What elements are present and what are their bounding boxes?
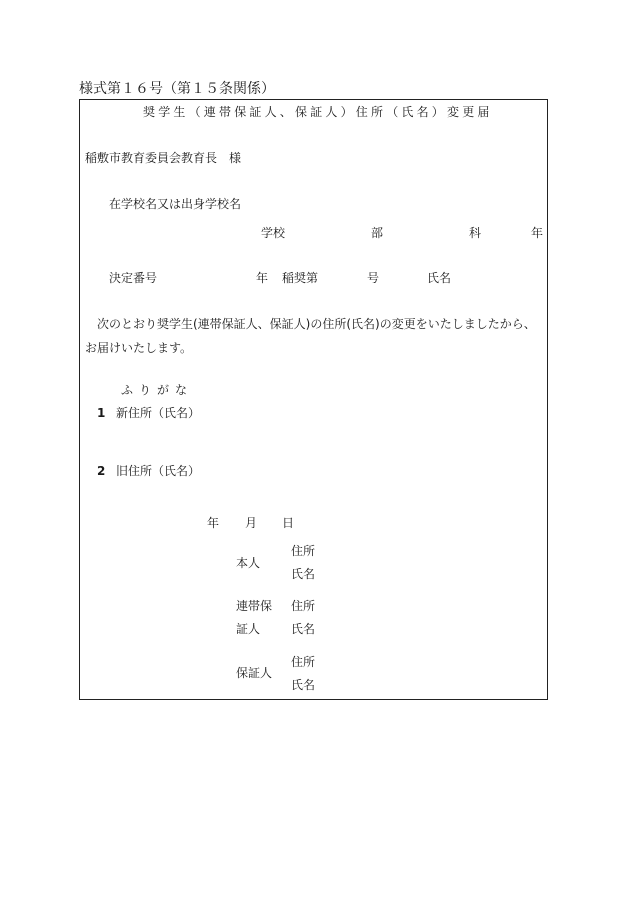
furigana-label: ふりがな: [121, 383, 194, 397]
item-2-label: 旧住所（氏名）: [116, 464, 201, 478]
date-year-label: 年: [207, 516, 220, 530]
self-name-label: 氏名: [291, 567, 316, 581]
decision-number-suffix: 号: [367, 271, 380, 285]
joint-guarantor-address-label: 住所: [291, 599, 316, 613]
decision-year-label: 年: [256, 271, 269, 285]
date-day-label: 日: [282, 516, 295, 530]
guarantor-label: 保証人: [236, 666, 273, 680]
addressee: 稲敷市教育委員会教育長 様: [85, 151, 242, 165]
date-month-label: 月: [245, 516, 258, 530]
self-address-label: 住所: [291, 544, 316, 558]
grade-year-label: 年: [531, 226, 544, 240]
item-1-number: 1: [97, 406, 106, 420]
item-1-label: 新住所（氏名）: [116, 406, 201, 420]
joint-guarantor-label-line-2: 証人: [236, 622, 261, 636]
decision-number-label: 決定番号: [109, 271, 158, 285]
school-name-label: 在学校名又は出身学校名: [109, 197, 242, 211]
item-2-number: 2: [97, 464, 106, 478]
statement-line-2: お届けいたします。: [85, 341, 193, 355]
subject-label: 科: [469, 226, 482, 240]
department-label: 部: [371, 226, 384, 240]
form-title: 奨学生（連帯保証人、保証人）住所（氏名）変更届: [143, 105, 493, 119]
decision-prefix-label: 稲奨第: [282, 271, 319, 285]
joint-guarantor-name-label: 氏名: [291, 622, 316, 636]
guarantor-address-label: 住所: [291, 655, 316, 669]
student-name-label: 氏名: [427, 271, 452, 285]
form-number: 様式第１６号（第１５条関係）: [79, 81, 275, 97]
guarantor-name-label: 氏名: [291, 678, 316, 692]
joint-guarantor-label-line-1: 連帯保: [236, 599, 273, 613]
statement-line-1: 次のとおり奨学生(連帯保証人、保証人)の住所(氏名)の変更をいたしましたから、: [97, 317, 536, 331]
self-label: 本人: [236, 556, 261, 570]
school-label: 学校: [261, 226, 286, 240]
